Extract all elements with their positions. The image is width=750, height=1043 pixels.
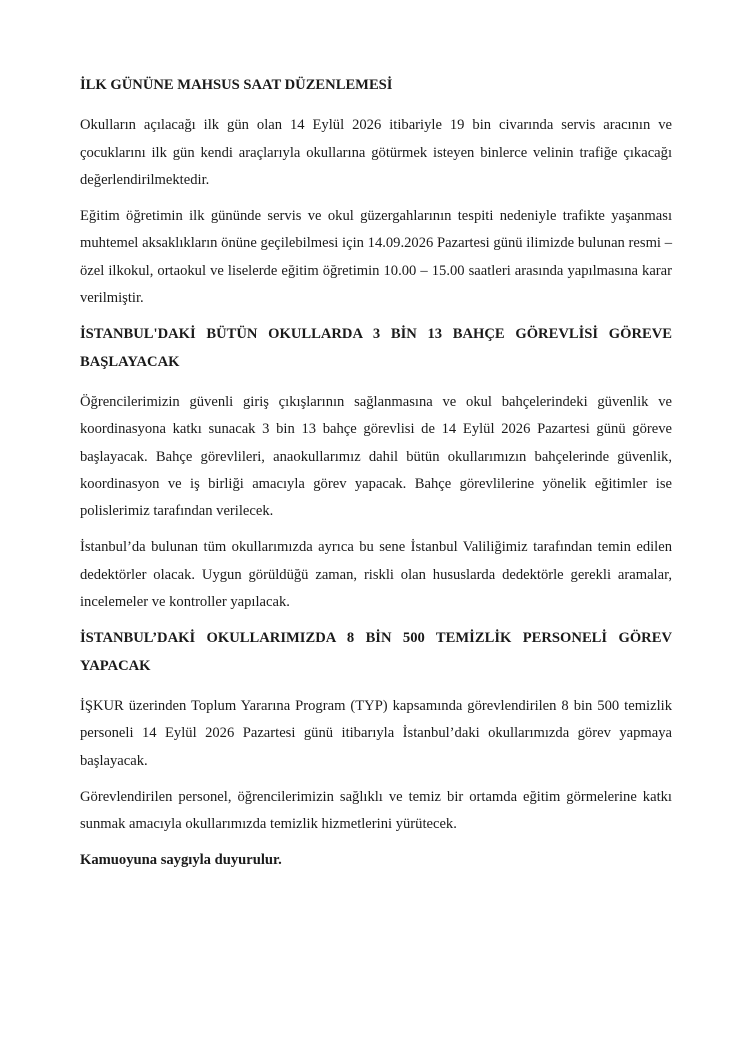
closing-statement: Kamuoyuna saygıyla duyurulur. — [80, 852, 282, 869]
paragraph-cleaning-services: Görevlendirilen personel, öğrencilerimizin sağlıklı ve temiz bir ortamda eğitim görmelerine katkı sunmak amacıyla okullarımızda temizlik hizmetlerini yürütecek. — [80, 788, 672, 833]
paragraph-traffic-expectation: Okulların açılacağı ilk gün olan 14 Eylül 2026 itibariyle 19 bin civarında servis aracının ve çocuklarını ilk gün kendi araçlarıyla okullarına götürmek isteyen binlerce velinin trafiğe çıkacağı değerlendirilmektedir. — [80, 117, 672, 188]
paragraph-garden-staff: Öğrencilerimizin güvenli giriş çıkışlarının sağlanmasına ve okul bahçelerindeki güvenlik ve koordinasyona katkı sunacak 3 bin 13 bahçe görevlisi de 14 Eylül 2026 Pazartesi günü göreve başlayacak. Bahçe görevlileri, anaokullarımız dahil bütün okullarımızın bahçelerinde güvenlik, koordinasyon ve iş birliği amacıyla görev yapacak. Bahçe görevlilerine yönelik eğitimler ise polislerimiz tarafından verilecek. — [80, 393, 672, 520]
section-heading-garden-staff: İSTANBUL'DAKİ BÜTÜN OKULLARDA 3 BİN 13 BAHÇE GÖREVLİSİ GÖREVE BAŞLAYACAK — [80, 326, 672, 370]
paragraph-iskur-staff: İŞKUR üzerinden Toplum Yararına Program (TYP) kapsamında görevlendirilen 8 bin 500 temizlik personeli 14 Eylül 2026 Pazartesi günü itibarıyla İstanbul’daki okullarımızda görev yapmaya başlayacak. — [80, 697, 672, 769]
section-heading-first-day-hours: İLK GÜNÜNE MAHSUS SAAT DÜZENLEMESİ — [80, 77, 393, 93]
paragraph-detectors: İstanbul’da bulunan tüm okullarımızda ayrıca bu sene İstanbul Valiliğimiz tarafından temin edilen dedektörler olacak. Uygun görüldüğü zaman, riskli olan hususlarda dedektörle gerekli aramalar, incelemeler ve kontroller yapılacak. — [80, 539, 672, 611]
section-heading-cleaning-staff: İSTANBUL’DAKİ OKULLARIMIZDA 8 BİN 500 TEMİZLİK PERSONELİ GÖREV YAPACAK — [80, 630, 672, 674]
paragraph-school-hours-decision: Eğitim öğretimin ilk gününde servis ve okul güzergahlarının tespiti nedeniyle trafikte yaşanması muhtemel aksaklıkların önüne geçilebilmesi için 14.09.2026 Pazartesi günü ilimizde bulunan resmi – özel ilkokul, ortaokul ve liselerde eğitim öğretimin 10.00 – 15.00 saatleri arasında yapılmasına karar verilmiştir. — [80, 208, 672, 307]
document-page — [80, 72, 672, 875]
